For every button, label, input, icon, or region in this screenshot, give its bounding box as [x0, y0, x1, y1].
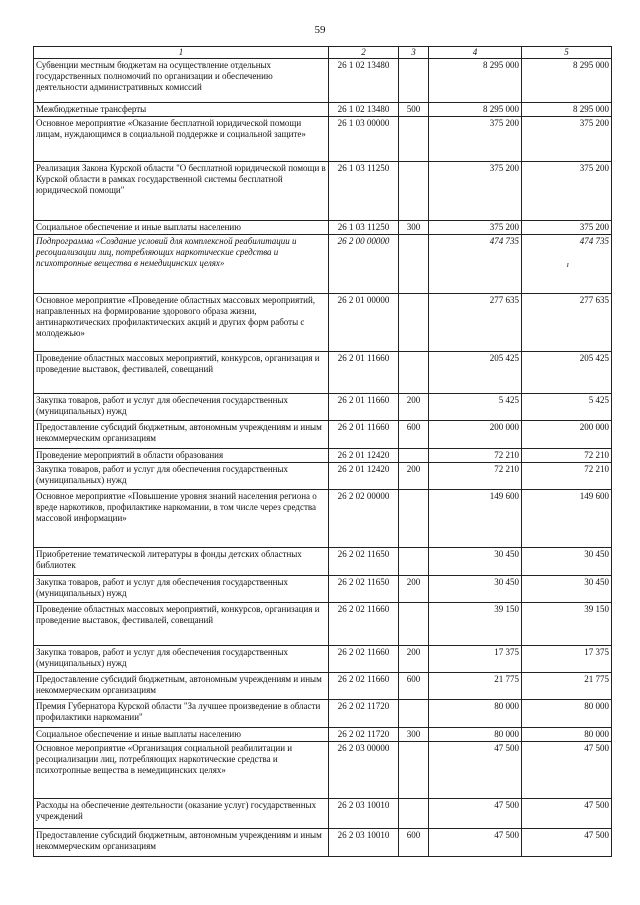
row-name: Социальное обеспечение и иные выплаты населению	[34, 221, 329, 235]
row-amount-col5: 47 500	[522, 829, 612, 857]
row-amount-col5: 47 500	[522, 799, 612, 829]
row-expense-type: 200	[399, 576, 429, 603]
row-code: 26 2 03 10010	[329, 829, 399, 857]
row-name: Расходы на обеспечение деятельности (оказание услуг) государственных учреждений	[34, 799, 329, 829]
row-amount-col4: 375 200	[429, 221, 522, 235]
table-row	[34, 728, 612, 742]
row-amount-col4: 5 425	[429, 394, 522, 421]
row-code: 26 2 03 00000	[329, 742, 399, 799]
row-amount-col4: 80 000	[429, 728, 522, 742]
table-row	[34, 103, 612, 117]
row-name: Основное мероприятие «Оказание бесплатной юридической помощи лицам, нуждающимся в социальной поддержке и социальной защите»	[34, 117, 329, 162]
row-amount-col5: 47 500	[522, 742, 612, 799]
row-name: Приобретение тематической литературы в фонды детских областных библиотек	[34, 548, 329, 576]
row-expense-type: 600	[399, 673, 429, 700]
row-name: Премия Губернатора Курской области "За лучшее произведение в области профилактики наркомании"	[34, 700, 329, 728]
row-expense-type: 300	[399, 728, 429, 742]
row-amount-col5: 205 425	[522, 352, 612, 394]
row-name: Социальное обеспечение и иные выплаты населению	[34, 728, 329, 742]
row-code: 26 2 02 11650	[329, 548, 399, 576]
row-expense-type: 600	[399, 829, 429, 857]
row-expense-type	[399, 294, 429, 352]
row-amount-col5: 21 775	[522, 673, 612, 700]
table-row	[34, 548, 612, 576]
table-row	[34, 490, 612, 548]
row-code: 26 2 02 11650	[329, 576, 399, 603]
row-expense-type	[399, 352, 429, 394]
table-row	[34, 294, 612, 352]
row-name: Основное мероприятие «Проведение областных массовых мероприятий, направленных на формирование здорового образа жизни, антинаркотических профилактических акций и других форм работы с молодежью»	[34, 294, 329, 352]
row-code: 26 2 01 11660	[329, 421, 399, 449]
row-code: 26 2 01 11660	[329, 352, 399, 394]
row-expense-type: 500	[399, 103, 429, 117]
row-amount-col4: 375 200	[429, 117, 522, 162]
table-row	[34, 59, 612, 103]
row-name: Основное мероприятие «Повышение уровня знаний населения региона о вреде наркотиков, профилактике наркомании, в том числе через средства массовой информации»	[34, 490, 329, 548]
row-amount-col5: 72 210	[522, 449, 612, 463]
table-row	[34, 117, 612, 162]
row-amount-col5: 80 000	[522, 728, 612, 742]
row-code: 26 2 02 11720	[329, 728, 399, 742]
row-amount-col5: 30 450	[522, 548, 612, 576]
row-amount-col5: 277 635	[522, 294, 612, 352]
table-row	[34, 235, 612, 294]
row-name: Предоставление субсидий бюджетным, автономным учреждениям и иным некоммерческим организациям	[34, 829, 329, 857]
header-col-3: 3	[399, 47, 429, 59]
row-expense-type: 200	[399, 394, 429, 421]
table-row	[34, 162, 612, 221]
row-expense-type: 200	[399, 646, 429, 673]
header-col-2: 2	[329, 47, 399, 59]
table-row	[34, 449, 612, 463]
row-code: 26 1 03 11250	[329, 162, 399, 221]
row-expense-type	[399, 449, 429, 463]
table-row	[34, 394, 612, 421]
row-amount-col5: 72 210	[522, 463, 612, 490]
row-amount-col4: 8 295 000	[429, 103, 522, 117]
row-amount-col4: 47 500	[429, 829, 522, 857]
row-amount-col5: 5 425	[522, 394, 612, 421]
row-amount-col4: 375 200	[429, 162, 522, 221]
row-amount-col4: 72 210	[429, 463, 522, 490]
row-amount-col5: 375 200	[522, 162, 612, 221]
row-amount-col5: 8 295 000	[522, 59, 612, 103]
row-name: Закупка товаров, работ и услуг для обеспечения государственных (муниципальных) нужд	[34, 646, 329, 673]
row-name: Субвенции местным бюджетам на осуществление отдельных государственных полномочий по организации и обеспечению деятельности административных комиссий	[34, 59, 329, 103]
row-expense-type	[399, 603, 429, 646]
header-col-4: 4	[429, 47, 522, 59]
row-expense-type	[399, 700, 429, 728]
row-amount-col4: 30 450	[429, 548, 522, 576]
table-row	[34, 673, 612, 700]
row-name: Подпрограмма «Создание условий для комплексной реабилитации и ресоциализации лиц, потребляющих наркотические средства и психотропные вещества в немедицинских целях»	[34, 235, 329, 294]
row-amount-col4: 72 210	[429, 449, 522, 463]
row-name: Закупка товаров, работ и услуг для обеспечения государственных (муниципальных) нужд	[34, 463, 329, 490]
row-amount-col4: 200 000	[429, 421, 522, 449]
header-col-1: 1	[34, 47, 329, 59]
table-row	[34, 646, 612, 673]
header-row	[34, 47, 612, 59]
row-amount-col5: 200 000	[522, 421, 612, 449]
row-expense-type	[399, 59, 429, 103]
row-expense-type	[399, 162, 429, 221]
row-code: 26 2 01 11660	[329, 394, 399, 421]
row-code: 26 1 03 11250	[329, 221, 399, 235]
row-name: Предоставление субсидий бюджетным, автономным учреждениям и иным некоммерческим организациям	[34, 673, 329, 700]
table-row	[34, 352, 612, 394]
row-code: 26 2 03 10010	[329, 799, 399, 829]
row-amount-col4: 17 375	[429, 646, 522, 673]
row-amount-col4: 277 635	[429, 294, 522, 352]
row-name: Межбюджетные трансферты	[34, 103, 329, 117]
row-amount-col5	[522, 235, 612, 294]
row-code: 26 2 00 00000	[329, 235, 399, 294]
scan-mark: ı	[566, 260, 569, 269]
row-amount-col5: 17 375	[522, 646, 612, 673]
table-row	[34, 463, 612, 490]
row-amount-col4: 47 500	[429, 742, 522, 799]
row-amount-col5-value: 474 735	[579, 236, 609, 246]
row-amount-col4: 21 775	[429, 673, 522, 700]
table-row	[34, 829, 612, 857]
row-code: 26 2 02 11660	[329, 603, 399, 646]
row-amount-col5: 375 200	[522, 221, 612, 235]
row-amount-col4: 47 500	[429, 799, 522, 829]
row-amount-col5: 149 600	[522, 490, 612, 548]
row-expense-type: 200	[399, 463, 429, 490]
row-amount-col4: 80 000	[429, 700, 522, 728]
table-row	[34, 576, 612, 603]
table-row	[34, 799, 612, 829]
row-amount-col5: 39 150	[522, 603, 612, 646]
row-code: 26 2 01 00000	[329, 294, 399, 352]
row-amount-col5: 80 000	[522, 700, 612, 728]
row-code: 26 2 02 00000	[329, 490, 399, 548]
row-name: Предоставление субсидий бюджетным, автономным учреждениям и иным некоммерческим организациям	[34, 421, 329, 449]
budget-table	[33, 46, 612, 857]
row-code: 26 2 02 11720	[329, 700, 399, 728]
row-amount-col4: 474 735	[429, 235, 522, 294]
row-name: Проведение областных массовых мероприятий, конкурсов, организация и проведение выставок, фестивалей, совещаний	[34, 603, 329, 646]
row-amount-col5: 8 295 000	[522, 103, 612, 117]
row-amount-col4: 39 150	[429, 603, 522, 646]
row-code: 26 2 02 11660	[329, 646, 399, 673]
row-expense-type	[399, 548, 429, 576]
row-amount-col4: 149 600	[429, 490, 522, 548]
table-row	[34, 421, 612, 449]
row-amount-col5: 375 200	[522, 117, 612, 162]
row-expense-type: 600	[399, 421, 429, 449]
row-expense-type	[399, 235, 429, 294]
row-name: Проведение областных массовых мероприятий, конкурсов, организация и проведение выставок, фестивалей, совещаний	[34, 352, 329, 394]
page-number: 59	[314, 24, 326, 36]
row-code: 26 2 01 12420	[329, 463, 399, 490]
row-code: 26 1 02 13480	[329, 103, 399, 117]
row-expense-type	[399, 799, 429, 829]
row-amount-col5: 30 450	[522, 576, 612, 603]
row-name: Проведение мероприятий в области образования	[34, 449, 329, 463]
row-expense-type: 300	[399, 221, 429, 235]
table-row	[34, 700, 612, 728]
row-name: Реализация Закона Курской области "О бесплатной юридической помощи в Курской области в рамках государственной системы бесплатной юридической помощи"	[34, 162, 329, 221]
row-expense-type	[399, 490, 429, 548]
header-col-5: 5	[522, 47, 612, 59]
row-amount-col4: 30 450	[429, 576, 522, 603]
table-row	[34, 603, 612, 646]
row-code: 26 2 01 12420	[329, 449, 399, 463]
row-code: 26 1 03 00000	[329, 117, 399, 162]
row-expense-type	[399, 742, 429, 799]
row-expense-type	[399, 117, 429, 162]
row-name: Закупка товаров, работ и услуг для обеспечения государственных (муниципальных) нужд	[34, 576, 329, 603]
table-row	[34, 221, 612, 235]
row-amount-col4: 8 295 000	[429, 59, 522, 103]
row-code: 26 2 02 11660	[329, 673, 399, 700]
table-row	[34, 742, 612, 799]
row-name: Закупка товаров, работ и услуг для обеспечения государственных (муниципальных) нужд	[34, 394, 329, 421]
row-amount-col4: 205 425	[429, 352, 522, 394]
row-name: Основное мероприятие «Организация социальной реабилитации и ресоциализации лиц, потребляющих наркотические средства и психотропные вещества в немедицинских целях»	[34, 742, 329, 799]
row-code: 26 1 02 13480	[329, 59, 399, 103]
